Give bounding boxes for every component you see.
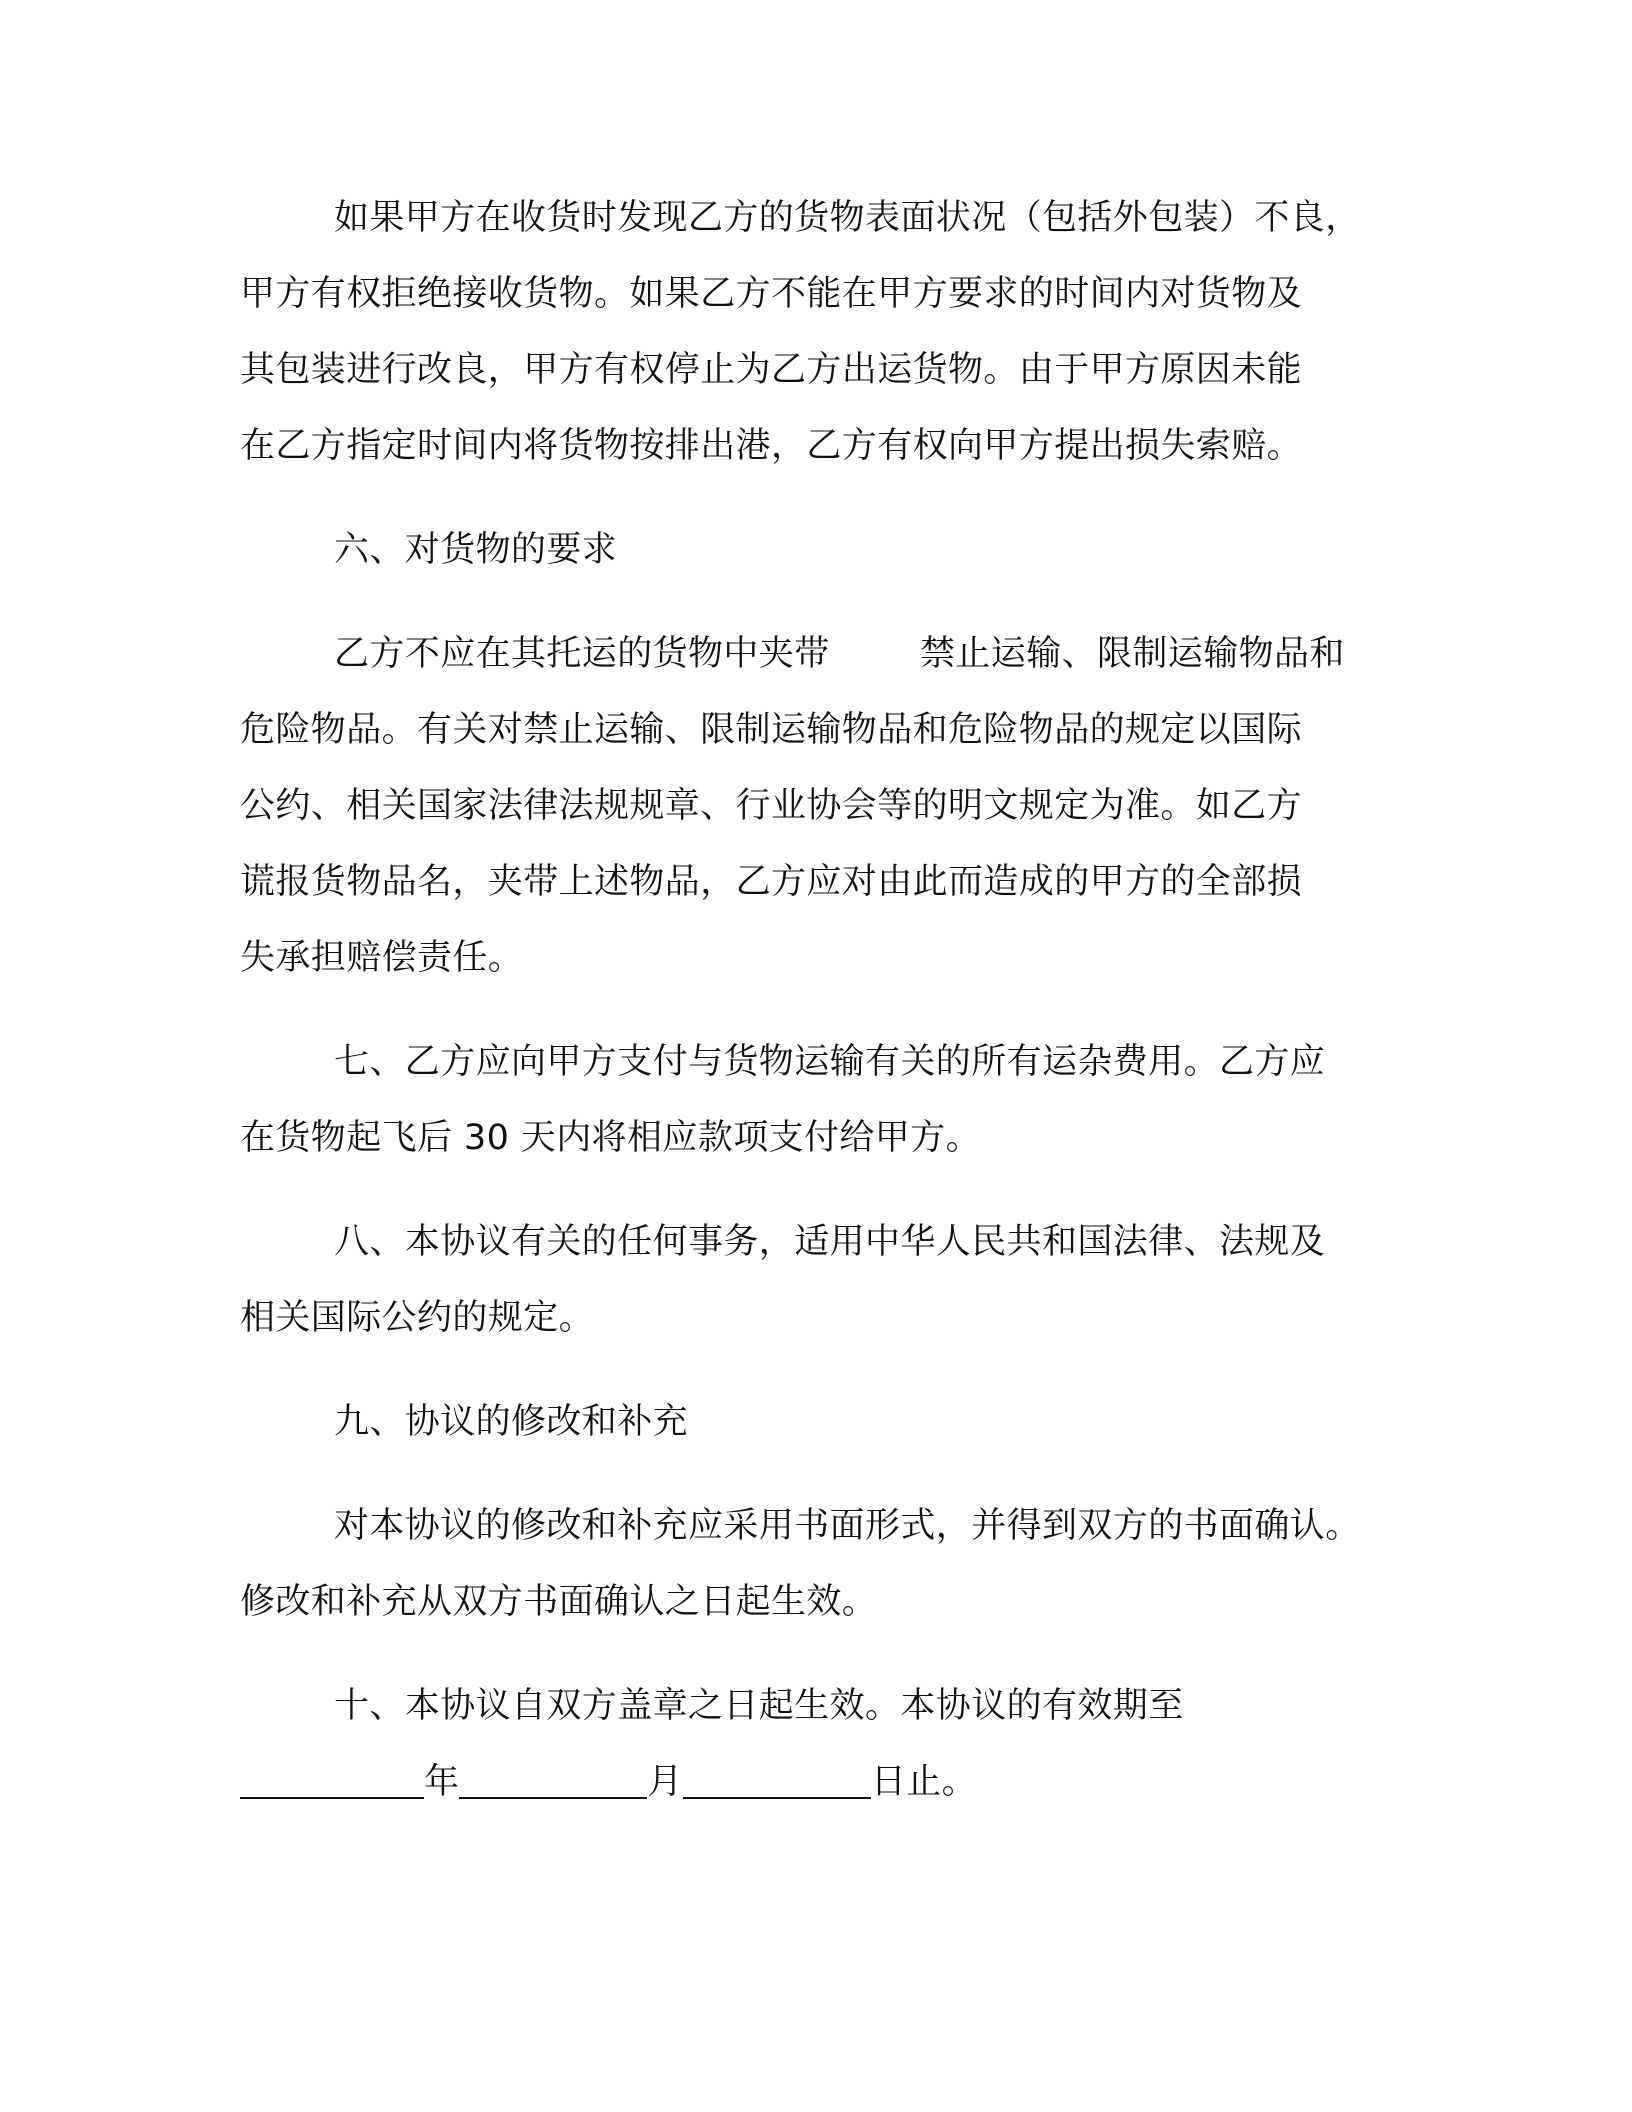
year-blank[interactable] — [240, 1765, 424, 1799]
validity-date-line — [240, 1760, 977, 1804]
month-label: 月 — [647, 1762, 683, 1802]
section-6-line-2: 危险物品。有关对禁止运输、限制运输物品和危险物品的规定以国际 — [240, 710, 1303, 750]
paragraph-5-line-2: 甲方有权拒绝接收货物。如果乙方不能在甲方要求的时间内对货物及 — [240, 274, 1303, 314]
section-7-line-2: 在货物起飞后 30 天内将相应款项支付给甲方。 — [240, 1118, 981, 1158]
section-8-line-1: 八、本协议有关的任何事务，适用中华人民共和国法律、法规及 — [334, 1222, 1326, 1262]
section-6-heading: 六、对货物的要求 — [334, 530, 618, 570]
section-10-line-1: 十、本协议自双方盖章之日起生效。本协议的有效期至 — [334, 1686, 1184, 1726]
day-blank[interactable] — [683, 1765, 871, 1799]
section-7-line-1: 七、乙方应向甲方支付与货物运输有关的所有运杂费用。乙方应 — [334, 1042, 1326, 1082]
section-9-line-2: 修改和补充从双方书面确认之日起生效。 — [240, 1582, 878, 1622]
paragraph-5-line-3: 其包装进行改良，甲方有权停止为乙方出运货物。由于甲方原因未能 — [240, 350, 1303, 390]
section-9-heading: 九、协议的修改和补充 — [334, 1402, 689, 1442]
section-9-line-1: 对本协议的修改和补充应采用书面形式，并得到双方的书面确认。 — [334, 1506, 1361, 1546]
day-end-label: 日止。 — [870, 1762, 978, 1802]
section-8-line-2: 相关国际公约的规定。 — [240, 1298, 595, 1338]
section-6-line-5: 失承担赔偿责任。 — [240, 938, 524, 978]
year-label: 年 — [424, 1762, 460, 1802]
section-6-line-1a: 乙方不应在其托运的货物中夹带 — [334, 634, 830, 674]
paragraph-5-line-1: 如果甲方在收货时发现乙方的货物表面状况（包括外包装）不良， — [334, 198, 1361, 238]
section-6-line-3: 公约、相关国家法律法规规章、行业协会等的明文规定为准。如乙方 — [240, 786, 1303, 826]
month-blank[interactable] — [459, 1765, 647, 1799]
section-6-line-4: 谎报货物品名，夹带上述物品，乙方应对由此而造成的甲方的全部损 — [240, 862, 1303, 902]
section-6-line-1b: 禁止运输、限制运输物品和 — [920, 634, 1345, 674]
paragraph-5-line-4: 在乙方指定时间内将货物按排出港，乙方有权向甲方提出损失索赔。 — [240, 426, 1303, 466]
